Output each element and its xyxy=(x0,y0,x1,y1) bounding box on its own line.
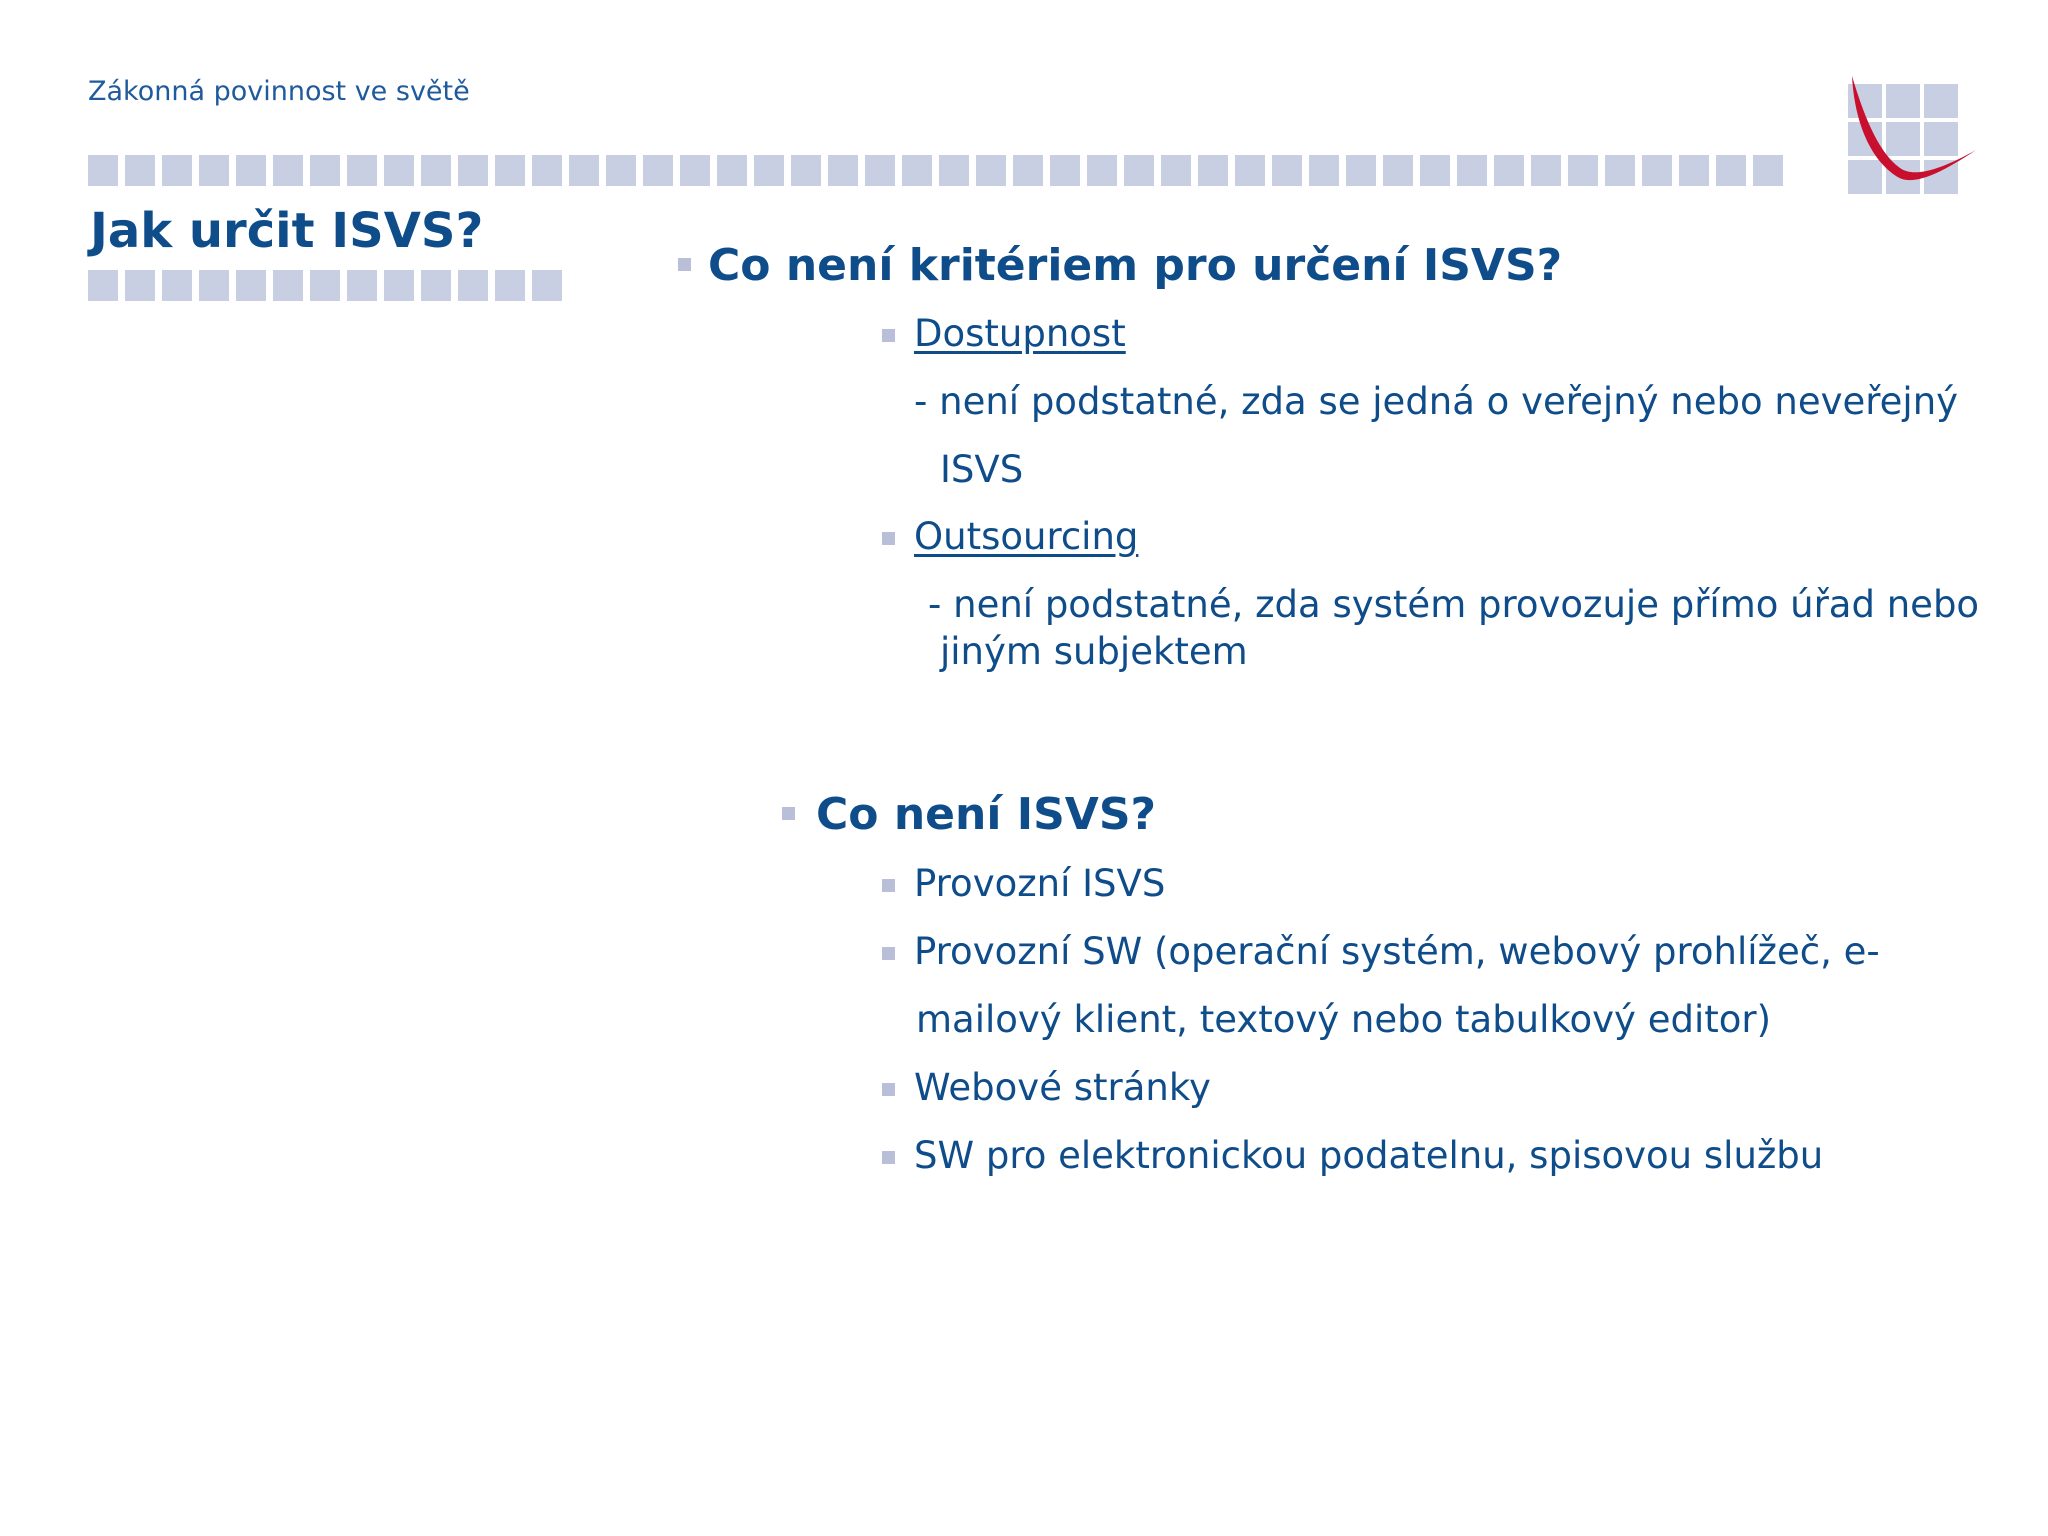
item-outsourcing: Outsourcing xyxy=(914,515,1139,558)
decorative-square xyxy=(421,270,451,301)
bullet-square xyxy=(882,530,895,549)
list-item: Provozní SW (operační systém, webový prohlížeč, e- xyxy=(914,930,1880,973)
decorative-square xyxy=(569,155,599,186)
bullet-square xyxy=(882,1081,895,1100)
decorative-square xyxy=(1642,155,1672,186)
bullet-square xyxy=(678,256,691,275)
decorative-square xyxy=(976,155,1006,186)
decorative-square xyxy=(1383,155,1413,186)
decorative-square xyxy=(162,155,192,186)
decorative-square xyxy=(347,155,377,186)
checkmark-swoosh-icon xyxy=(1848,74,1978,198)
decorative-square xyxy=(125,270,155,301)
decorative-square xyxy=(1568,155,1598,186)
decorative-square xyxy=(199,270,229,301)
decorative-square xyxy=(162,270,192,301)
decorative-square xyxy=(754,155,784,186)
decorative-square xyxy=(1235,155,1265,186)
decorative-square xyxy=(1753,155,1783,186)
item-dostupnost-desc-line1: - není podstatné, zda se jedná o veřejný nebo neveřejný xyxy=(914,380,1959,423)
section1-heading: Co není kritériem pro určení ISVS? xyxy=(708,240,1563,291)
item-outsourcing-desc-line1: - není podstatné, zda systém provozuje přímo úřad nebo xyxy=(928,583,1980,626)
bullet-square xyxy=(782,805,795,824)
decorative-square xyxy=(532,155,562,186)
decorative-square xyxy=(347,270,377,301)
list-item: Provozní ISVS xyxy=(914,862,1166,905)
decorative-square xyxy=(384,155,414,186)
decorative-square xyxy=(458,270,488,301)
decorative-square xyxy=(1198,155,1228,186)
item-outsourcing-desc-line2: jiným subjektem xyxy=(940,630,1248,673)
decorative-square xyxy=(88,270,118,301)
decorative-square xyxy=(199,155,229,186)
decorative-square xyxy=(88,155,118,186)
bullet-square xyxy=(882,877,895,896)
decorative-square xyxy=(902,155,932,186)
decorative-square xyxy=(273,270,303,301)
list-item: SW pro elektronickou podatelnu, spisovou službu xyxy=(914,1134,1824,1177)
decorative-square-bar-title xyxy=(88,270,562,301)
decorative-square xyxy=(125,155,155,186)
decorative-square xyxy=(1457,155,1487,186)
item-dostupnost: Dostupnost xyxy=(914,312,1126,355)
logo-checkmark-icon xyxy=(1848,74,1978,198)
decorative-square xyxy=(421,155,451,186)
decorative-square xyxy=(458,155,488,186)
decorative-square xyxy=(1420,155,1450,186)
decorative-square xyxy=(939,155,969,186)
decorative-square xyxy=(532,270,562,301)
bullet-square xyxy=(882,1149,895,1168)
decorative-square xyxy=(236,155,266,186)
decorative-square xyxy=(495,270,525,301)
decorative-square xyxy=(384,270,414,301)
decorative-square xyxy=(1272,155,1302,186)
section-subtitle: Zákonná povinnost ve světě xyxy=(88,76,470,107)
decorative-square xyxy=(1050,155,1080,186)
list-item: Webové stránky xyxy=(914,1066,1211,1109)
decorative-square xyxy=(1346,155,1376,186)
decorative-square xyxy=(310,155,340,186)
decorative-square xyxy=(1309,155,1339,186)
page-title: Jak určit ISVS? xyxy=(90,203,484,259)
decorative-square xyxy=(1605,155,1635,186)
decorative-square xyxy=(1013,155,1043,186)
decorative-square xyxy=(1679,155,1709,186)
decorative-square-bar-top xyxy=(88,155,1783,186)
decorative-square xyxy=(1161,155,1191,186)
decorative-square xyxy=(717,155,747,186)
decorative-square xyxy=(643,155,673,186)
bullet-square xyxy=(882,327,895,346)
item-dostupnost-desc-line2: ISVS xyxy=(940,448,1024,491)
section2-heading: Co není ISVS? xyxy=(816,789,1157,840)
decorative-square xyxy=(1124,155,1154,186)
list-item-continuation: mailový klient, textový nebo tabulkový editor) xyxy=(916,998,1772,1041)
decorative-square xyxy=(1087,155,1117,186)
decorative-square xyxy=(791,155,821,186)
decorative-square xyxy=(606,155,636,186)
decorative-square xyxy=(1716,155,1746,186)
bullet-square xyxy=(882,945,895,964)
decorative-square xyxy=(865,155,895,186)
decorative-square xyxy=(236,270,266,301)
decorative-square xyxy=(680,155,710,186)
decorative-square xyxy=(1531,155,1561,186)
decorative-square xyxy=(495,155,525,186)
decorative-square xyxy=(310,270,340,301)
decorative-square xyxy=(1494,155,1524,186)
decorative-square xyxy=(828,155,858,186)
decorative-square xyxy=(273,155,303,186)
